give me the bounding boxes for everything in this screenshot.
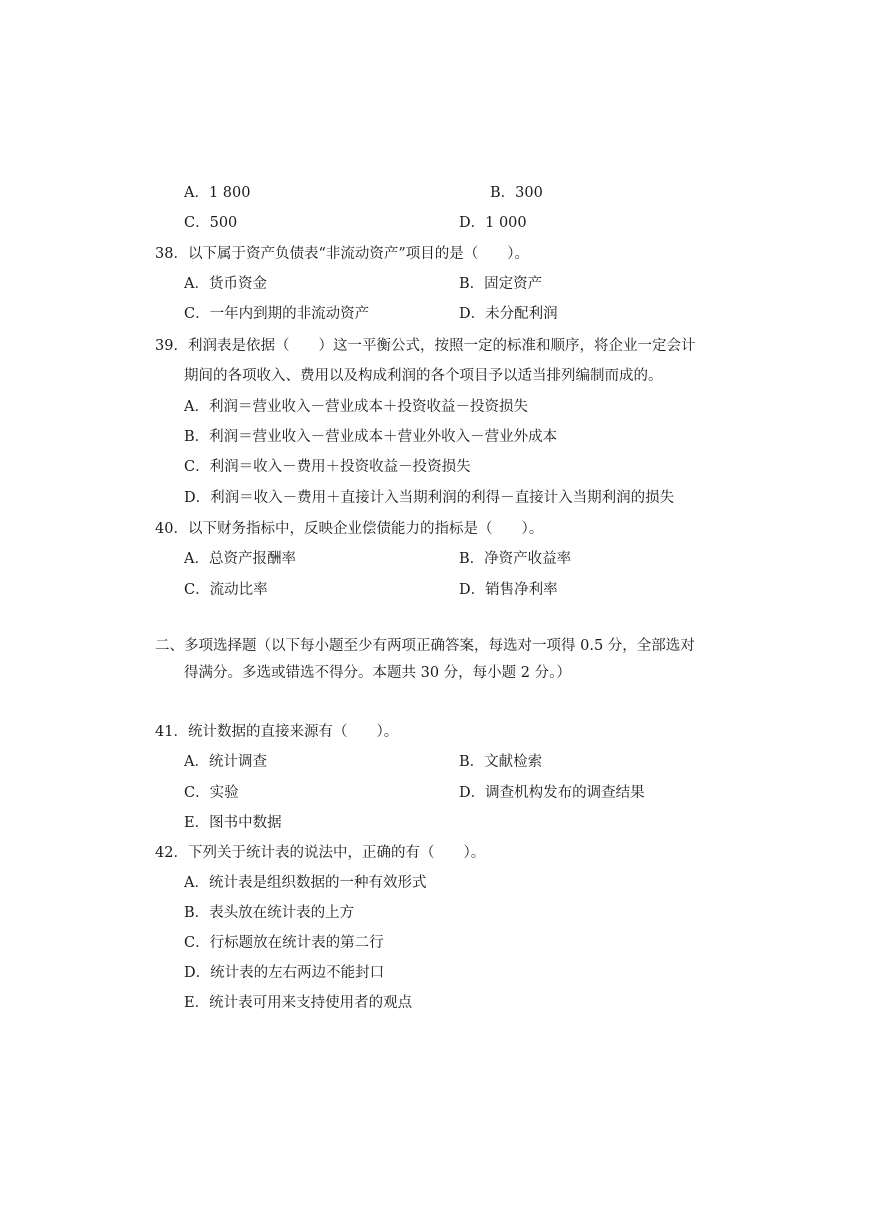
q38-stem: 38．以下属于资产负债表“非流动资产”项目的是（ ）。: [155, 246, 530, 262]
q38-option-a: A．货币资金: [184, 276, 267, 292]
q39-stem-line1: 39．利润表是依据（ ）这一平衡公式，按照一定的标准和顺序，将企业一定会计: [155, 338, 696, 354]
q37-option-d: D．1 000: [459, 215, 527, 231]
q39-option-d: D．利润＝收入－费用＋直接计入当期利润的利得－直接计入当期利润的损失: [184, 490, 675, 506]
q41-option-d: D．调查机构发布的调查结果: [459, 785, 645, 801]
q40-option-d: D．销售净利率: [459, 582, 558, 598]
q41-stem: 41．统计数据的直接来源有（ ）。: [155, 724, 399, 740]
q42-option-b: B．表头放在统计表的上方: [184, 905, 355, 921]
q39-option-a: A．利润＝营业收入－营业成本＋投资收益－投资损失: [184, 399, 528, 415]
q42-option-d: D．统计表的左右两边不能封口: [184, 965, 385, 981]
q40-option-b: B．净资产收益率: [459, 551, 572, 567]
q42-option-a: A．统计表是组织数据的一种有效形式: [184, 875, 427, 891]
section2-heading-line2: 得满分。多选或错选不得分。本题共 30 分，每小题 2 分。）: [184, 665, 571, 681]
section2-heading-line1: 二、多项选择题（以下每小题至少有两项正确答案，每选对一项得 0.5 分，全部选对: [155, 638, 695, 654]
q40-stem: 40．以下财务指标中，反映企业偿债能力的指标是（ ）。: [155, 521, 544, 537]
q39-option-b: B．利润＝营业收入－营业成本＋营业外收入－营业外成本: [184, 429, 558, 445]
q38-option-b: B．固定资产: [459, 276, 543, 292]
q40-option-c: C．流动比率: [184, 582, 268, 598]
q37-option-c: C．500: [184, 215, 238, 231]
q38-option-c: C．一年内到期的非流动资产: [184, 306, 370, 322]
q42-stem: 42．下列关于统计表的说法中，正确的有（ ）。: [155, 845, 486, 861]
q41-option-a: A．统计调查: [184, 754, 267, 770]
q42-option-c: C．行标题放在统计表的第二行: [184, 935, 384, 951]
q40-option-a: A．总资产报酬率: [184, 551, 296, 567]
q42-option-e: E．统计表可用来支持使用者的观点: [184, 995, 413, 1011]
q39-stem-line2: 期间的各项收入、费用以及构成利润的各个项目予以适当排列编制而成的。: [184, 368, 663, 384]
q38-option-d: D．未分配利润: [459, 306, 558, 322]
q37-option-b: B．300: [490, 185, 543, 201]
q41-option-e: E．图书中数据: [184, 815, 282, 831]
q41-option-b: B．文献检索: [459, 754, 543, 770]
q37-option-a: A．1 800: [184, 185, 251, 201]
q39-option-c: C．利润＝收入－费用＋投资收益－投资损失: [184, 459, 471, 475]
q41-option-c: C．实验: [184, 785, 239, 801]
